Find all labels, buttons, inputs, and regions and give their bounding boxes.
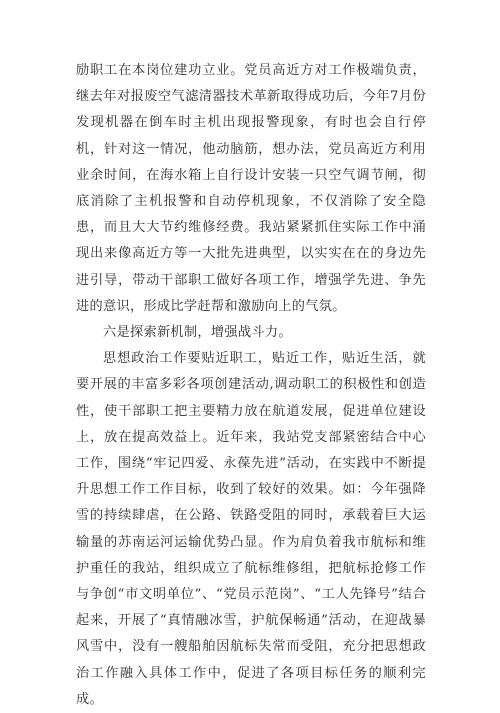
paragraph-continuation: 励职工在本岗位建功立业。党员高近方对工作极端负责，继去年对报废空气滤清器技术革新取得成功后，今年7月份发现机器在倒车时主机出现报警现象，有时也会自行停机，针对这一情况，他动脑筋，想办法，党员高近方利用业余时间，在海水箱上自行设计安装一只空气调节闸，彻底消除了主机报警和自动停机现象，不仅消除了安全隐患，而且大大节约维修经费。我站紧紧抓住实际工作中涌现出来像高近方等一大批先进典型，以实实在在的身边先进引导，带动干部职工做好各项工作，增强学先进、争先进的意识，形成比学赶帮和激励向上的气氛。 xyxy=(76,63,426,314)
document-body xyxy=(76,58,426,713)
paragraph-political-work: 思想政治工作要贴近职工，贴近工作，贴近生活，就要开展的丰富多彩各项创建活动,调动职工的积极性和创造性，使干部职工把主要精力放在航道发展，促进单位建设上，放在提高效益上。近年来，我站党支部紧密结合中心工作，围绕“牢记四爱、永葆先进”活动，在实践中不断提升思想工作工作目标，收到了较好的效果。如：今年强降雪的持续肆虐，在公路、铁路受阻的同时，承载着巨大运输量的苏南运河运输优势凸显。作为肩负着我市航标和维护重任的我站，组织成立了航标维修组，把航标抢修工作与争创“市文明单位”、“党员示范岗”、“工人先锋号”结合起来，开展了“真情融冰雪，护航保畅通”活动，在迎战暴风雪中，没有一艘船舶因航标失常而受阻，充分把思想政治工作融入具体工作中，促进了各项目标任务的顺利完成。 xyxy=(76,351,426,707)
paragraph-heading-six: 六是探索新机制，增强战斗力。 xyxy=(103,325,292,341)
